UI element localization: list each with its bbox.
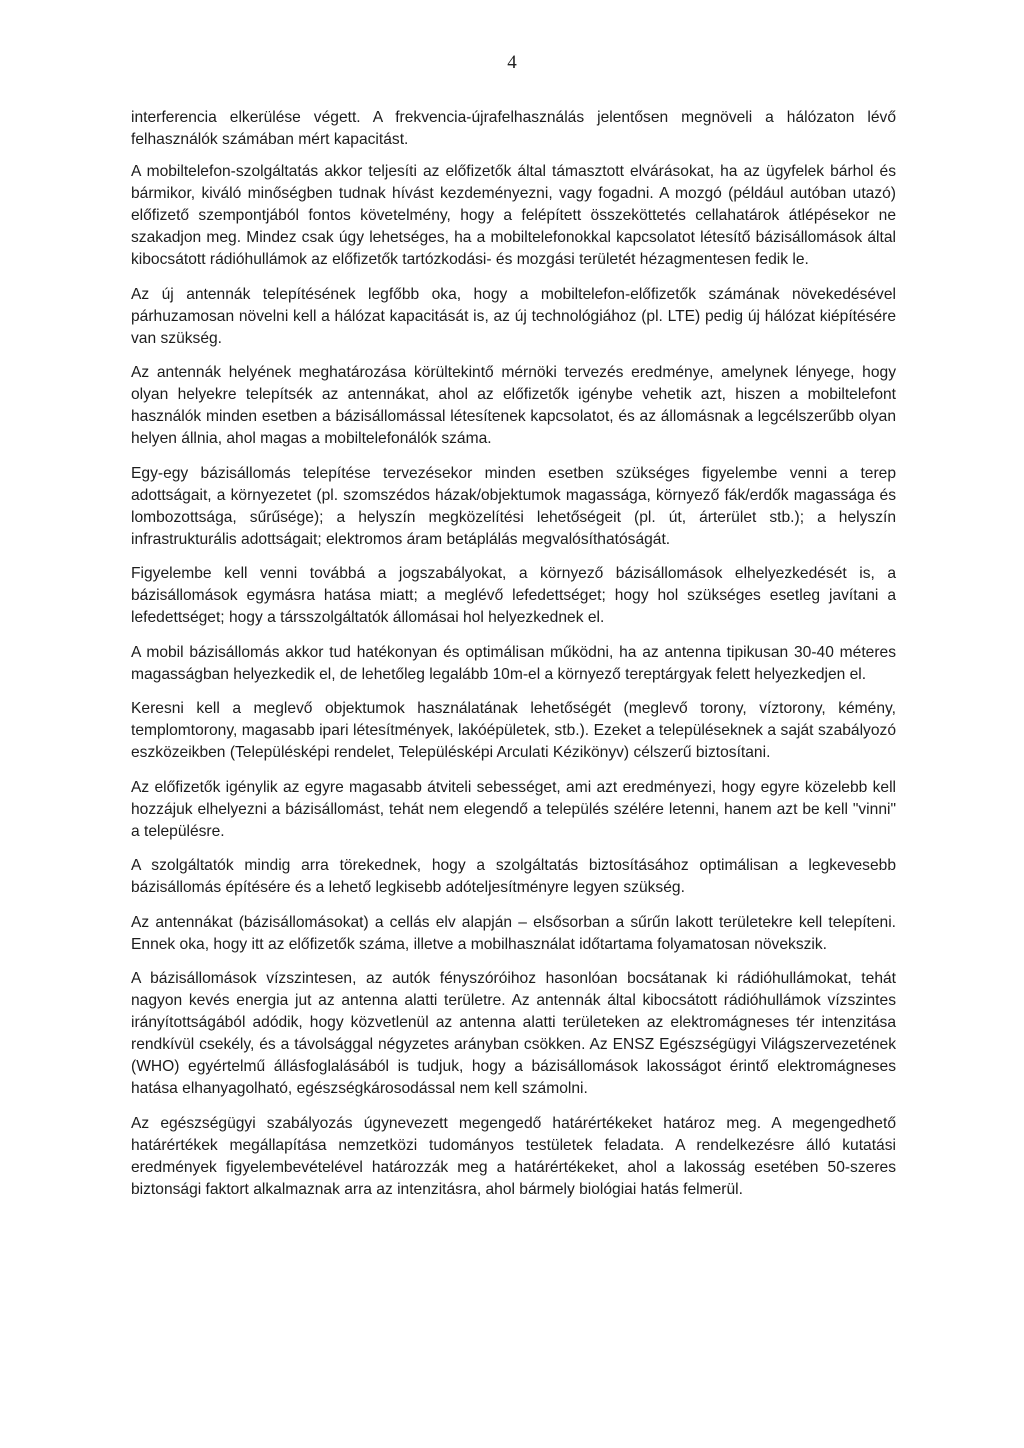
page-body — [131, 107, 896, 1213]
paragraph-11: Az antennákat (bázisállomásokat) a cellás elv alapján – elsősorban a sűrűn lakott területekre kell telepíteni. Ennek oka, hogy itt az előfizetők száma, illetve a mobilhasználat időtartama folyamatosan növekszik. — [131, 913, 896, 953]
paragraph-7: A mobil bázisállomás akkor tud hatékonyan és optimálisan működni, ha az antenna tipikusan 30-40 méteres magasságban helyezkedik el, de lehetőleg legalább 10m-el a környező tereptárgyak felett helyezkedjen el. — [131, 643, 896, 683]
paragraph-8: Keresni kell a meglevő objektumok használatának lehetőségét (meglevő torony, víztorony, kémény, templomtorony, magasabb ipari létesítmények, lakóépületek, stb.). Ezeket a településeknek a saját szabályozó eszközeikben (Településképi rendelet, Településképi Arculati Kézikönyv) célszerű biztosítani. — [131, 700, 896, 761]
paragraph-6: Figyelembe kell venni továbbá a jogszabályokat, a környező bázisállomások elhelyezkedését is, a bázisállomások egymásra hatása miatt; a meglévő lefedettséget; hogy hol szükséges esetleg javítani a lefedettséget; hogy a társszolgáltatók állomásai hol helyezkednek el. — [131, 565, 896, 626]
paragraph-1: interferencia elkerülése végett. A frekvencia-újrafelhasználás jelentősen megnöveli a hálózaton lévő felhasználók számában mért kapacitást. — [131, 109, 896, 148]
paragraph-4: Az antennák helyének meghatározása körültekintő mérnöki tervezés eredménye, amelynek lényege, hogy olyan helyekre telepítsék az antennákat, ahol az előfizetők igénybe vehetik azt, hiszen a mobiltelefont használók minden esetben a bázisállomással létesítenek kapcsolatot, és az állomásnak a legcélszerűbb olyan helyen állnia, ahol magas a mobiltelefonálók száma. — [131, 364, 896, 447]
paragraph-5: Egy-egy bázisállomás telepítése tervezésekor minden esetben szükséges figyelembe venni a terep adottságait, a környezetet (pl. szomszédos házak/objektumok magassága, környező fák/erdők magassága és lombozottsága, sűrűsége); a helyszín megközelítési lehetőségeit (pl. út, árterület stb.); a helyszín infrastrukturális adottságait; elektromos áram betáplálás megvalósíthatóságát. — [131, 464, 896, 548]
paragraph-10: A szolgáltatók mindig arra törekednek, hogy a szolgáltatás biztosításához optimálisan a legkevesebb bázisállomás építésére és a lehető legkisebb adóteljesítményre legyen szükség. — [131, 857, 896, 896]
paragraph-12: A bázisállomások vízszintesen, az autók fényszóróihoz hasonlóan bocsátanak ki rádióhullámokat, tehát nagyon kevés energia jut az antenna alatti területre. Az antennák által kibocsátott rádióhullámok vízszintes irányítottságából adódik, hogy közvetlenül az antenna alatti területeken az elektromágneses tér intenzitása rendkívül csekély, és a távolsággal négyzetes arányban csökken. Az ENSZ Egészségügyi Világszervezetének (WHO) egyértelmű állásfoglalásából is tudjuk, hogy a bázisállomások lakosságot érintő elektromágneses hatása elhanyagolható, egészségkárosodással nem kell számolni. — [131, 970, 896, 1097]
paragraph-3: Az új antennák telepítésének legfőbb oka, hogy a mobiltelefon-előfizetők számának növekedésével párhuzamosan növelni kell a hálózat kapacitását is, az új technológiához (pl. LTE) pedig új hálózat kiépítésére van szükség. — [131, 285, 896, 347]
paragraph-9: Az előfizetők igénylik az egyre magasabb átviteli sebességet, ami azt eredményezi, hogy egyre közelebb kell hozzájuk elhelyezni a bázisállomást, tehát nem elegendő a település szélére letenni, hanem azt be kell "vinni" a településre. — [131, 778, 896, 840]
paragraph-13: Az egészségügyi szabályozás úgynevezett megengedő határértékeket határoz meg. A megengedhető határértékek megállapítása nemzetközi tudományos testületek feladata. A rendelkezésre álló kutatási eredmények figyelembevételével határozzák meg a határértékeket, ahol a lakosság esetében 50-szeres biztonsági faktort alkalmaznak arra az intenzitásra, ahol bármely biológiai hatás felmerül. — [131, 1114, 896, 1198]
page-number: 4 — [507, 52, 517, 73]
paragraph-2: A mobiltelefon-szolgáltatás akkor teljesíti az előfizetők által támasztott elvárásokat, ha az ügyfelek bárhol és bármikor, kiváló minőségben tudnak hívást kezdeményezni, vagy fogadni. A mozgó (például autóban utazó) előfizető szempontjából fontos követelmény, hogy a felépített összeköttetés cellahatárok átlépésekor ne szakadjon meg. Mindez csak úgy lehetséges, ha a mobiltelefonokkal kapcsolatot létesítő bázisállomások által kibocsátott rádióhullámok az előfizetők tartózkodási- és mozgási területét hézagmentesen fedik le. — [131, 163, 896, 268]
